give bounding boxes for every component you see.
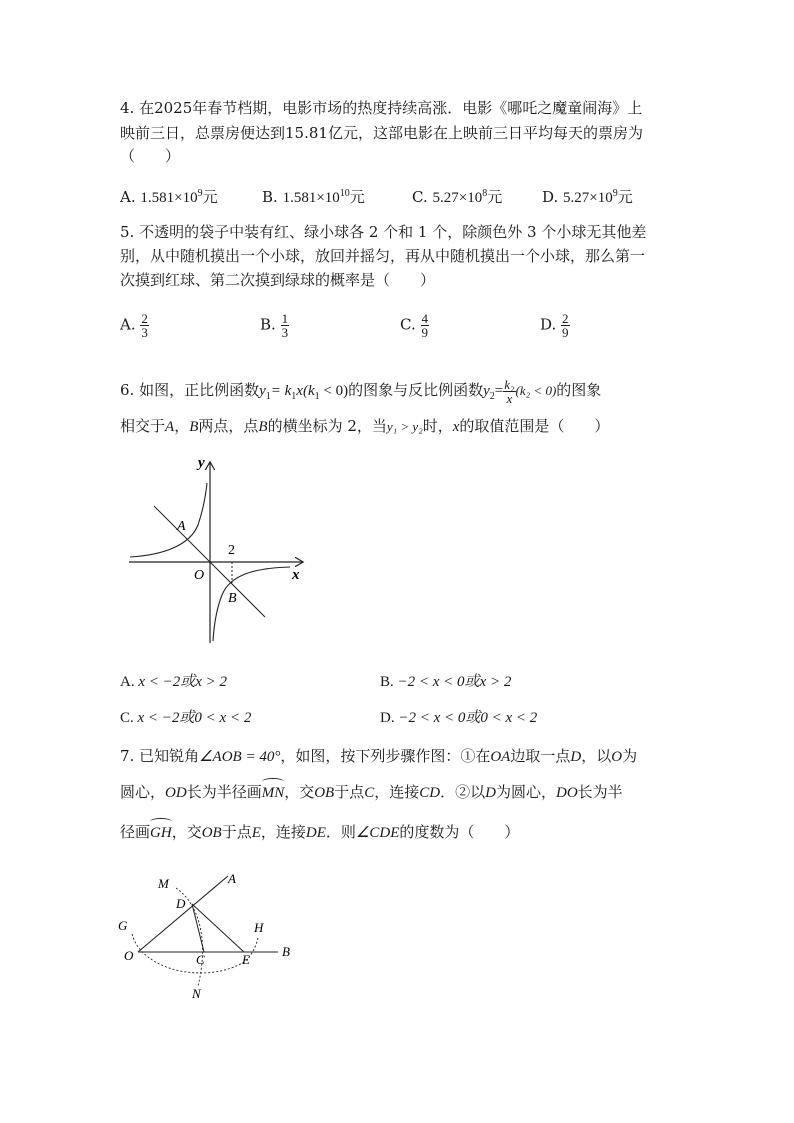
x-axis-label: x <box>292 567 300 583</box>
fraction: $\frac{1}{3}$ <box>281 311 289 340</box>
label-o: O <box>124 948 134 963</box>
label-b: B <box>282 944 290 959</box>
q7-line3: 径画GH，交OB于点E，连接DE．则∠CDE的度数为（ ） <box>120 820 519 845</box>
arc-mn: MN <box>262 781 285 805</box>
tick-2-label: 2 <box>228 543 235 558</box>
label-g: G <box>118 918 128 933</box>
q6-function-graph <box>124 455 314 650</box>
q4-line2: 映前三日，总票房便达到15.81亿元，这部电影在上映前三日平均每天的票房为 <box>120 124 643 142</box>
q4-option-a: A. $1.581\times 10^9$元 <box>120 188 218 206</box>
q6-option-d: D. −2 < x < 0或0 < x < 2 <box>380 710 538 726</box>
q5-option-a: A. $\frac{2}{3}$ <box>120 311 148 340</box>
label-c: C <box>196 952 205 967</box>
fraction: $\frac{2}{3}$ <box>141 311 148 340</box>
y-axis-label: y <box>198 455 205 471</box>
label-h: H <box>254 920 264 935</box>
q5-line3: 次摸到红球、第二次摸到绿球的概率是（ ） <box>120 271 436 289</box>
segment-de <box>192 904 244 952</box>
q4-line3: （ ） <box>120 147 181 165</box>
q4-option-b: B. $1.581\times 10^{10}$元 <box>262 188 365 206</box>
q6-option-b: B. −2 < x < 0或x > 2 <box>380 674 512 690</box>
q6-option-a: A. x < −2或x > 2 <box>120 674 228 690</box>
q4-option-d: D. $5.27\times 10^9$元 <box>542 188 633 206</box>
q6-option-c: C. x < −2或0 < x < 2 <box>120 710 252 726</box>
label-d: D <box>176 896 186 911</box>
q5-option-c: C. $\frac{4}{9}$ <box>400 311 428 340</box>
arc-gh-construction <box>132 934 258 973</box>
q4-option-c: C. $5.27\times 10^8$元 <box>412 188 503 206</box>
label-e: E <box>242 952 250 967</box>
label-n: N <box>192 986 201 1001</box>
q5-option-b: B. $\frac{1}{3}$ <box>260 311 289 340</box>
fraction: $\frac{2}{9}$ <box>562 311 569 340</box>
point-b-label: B <box>228 591 237 606</box>
q6-line1: 6. 如图，正比例函数$y_1= k_1x(k_1 < 0)$的图象与反比例函数$y_2=$ $\frac{\text{k₂}}{x}$ (k₂ < 0)的图象 <box>120 376 602 406</box>
q5-option-d: D. $\frac{2}{9}$ <box>540 311 569 340</box>
q7-line2: 圆心，OD长为半径画MN，交OB于点C，连接CD．②以D为圆心，DO长为半 <box>120 780 623 805</box>
arc-gh: GH <box>150 821 172 845</box>
q5-line1: 5. 不透明的袋子中装有红、绿小球各 2 个和 1 个，除颜色外 3 个小球无其他差 <box>120 223 647 241</box>
q4-line1: 4. 在2025年春节档期，电影市场的热度持续高涨．电影《哪吒之魔童闹海》上 <box>120 99 643 117</box>
q5-line2: 别，从中随机摸出一个小球，放回并摇匀，再从中随机摸出一个小球，那么第一 <box>120 247 646 265</box>
label-a: A <box>228 871 236 886</box>
origin-label: O <box>194 568 205 583</box>
label-m: M <box>158 876 169 891</box>
q7-construction-figure <box>112 866 302 1006</box>
point-a-label: A <box>177 519 186 534</box>
fraction: $\frac{\text{k₂}}{x}$ <box>504 376 515 406</box>
fraction: $\frac{4}{9}$ <box>421 311 428 340</box>
q6-line2: 相交于A，B两点，点B的横坐标为 2，当y₁ > y₂时，x的取值范围是（ ） <box>120 417 610 435</box>
ray-oa <box>138 876 228 952</box>
q7-line1: 7. 已知锐角∠AOB = 40°，如图，按下列步骤作图：①在OA边取一点D，以O为 <box>120 747 638 765</box>
